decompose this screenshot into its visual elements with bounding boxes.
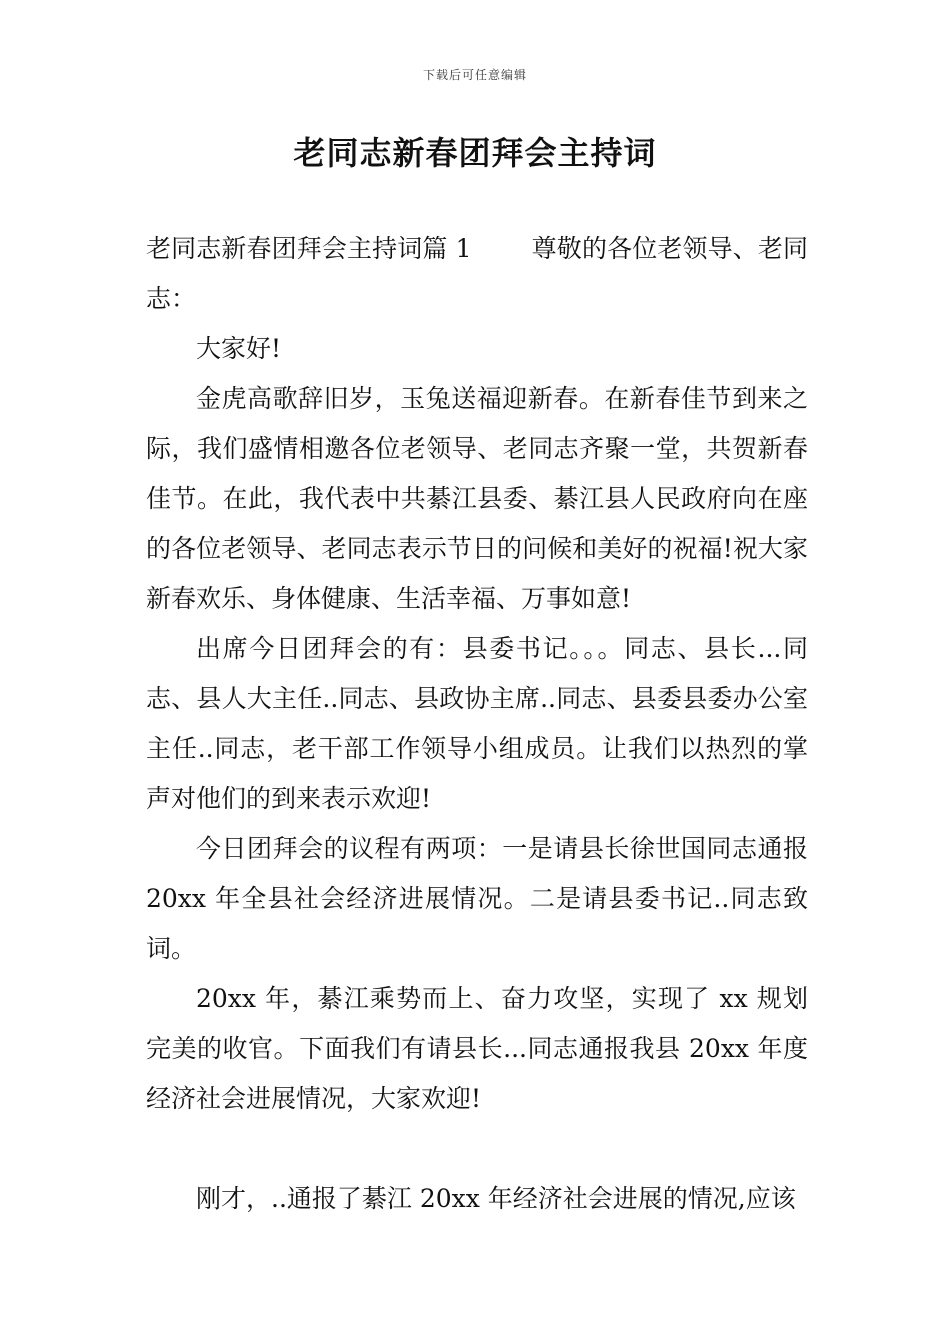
salutation: 尊敬的各位老领导、老同志： [146,234,808,313]
document-body [146,224,808,1224]
paragraph-report-intro: 20xx 年，綦江乘势而上、奋力攻坚，实现了 xx 规划完美的收官。下面我们有请县长...同志通报我县 20xx 年度经济社会进展情况，大家欢迎! [146,984,808,1113]
paragraph-after-report: 刚才，..通报了綦江 20xx 年经济社会进展的情况,应该 [196,1184,796,1213]
paragraph-agenda: 今日团拜会的议程有两项：一是请县长徐世国同志通报 20xx 年全县社会经济进展情况。二是请县委书记..同志致词。 [146,834,808,963]
paragraph-welcome: 金虎高歌辞旧岁，玉兔送福迎新春。在新春佳节到来之际，我们盛情相邀各位老领导、老同志齐聚一堂，共贺新春佳节。在此，我代表中共綦江县委、綦江县人民政府向在座的各位老领导、老同志表示节日的问候和美好的祝福!祝大家新春欢乐、身体健康、生活幸福、万事如意! [146,384,808,613]
header-note: 下载后可任意编辑 [422,68,527,82]
paragraph-attendees: 出席今日团拜会的有：县委书记。。。同志、县长...同志、县人大主任..同志、县政协主席..同志、县委县委办公室主任..同志，老干部工作领导小组成员。让我们以热烈的掌声对他们的到来表示欢迎! [146,634,808,813]
section-heading: 老同志新春团拜会主持词篇 1 [146,234,472,263]
opening-line [146,224,808,324]
document-title: 老同志新春团拜会主持词 [293,134,657,172]
paragraph-greeting: 大家好! [196,334,282,363]
